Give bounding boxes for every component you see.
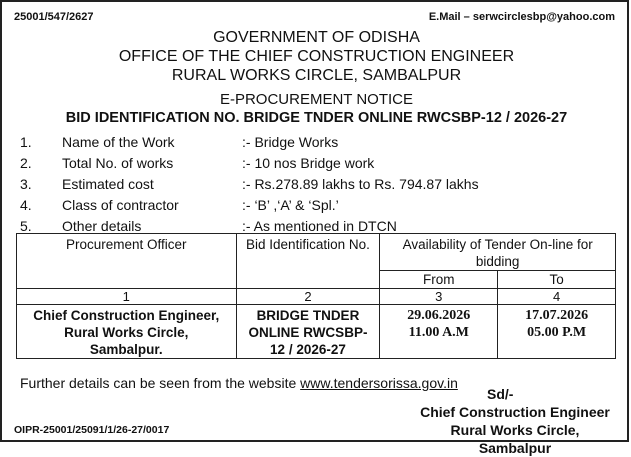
bid-identification-header: Bid Identification No. xyxy=(236,234,380,289)
office-title: OFFICE OF THE CHIEF CONSTRUCTION ENGINEER xyxy=(118,48,515,65)
bid-id-line: BRIDGE TNDER xyxy=(256,308,360,323)
to-date: 17.07.2026 xyxy=(525,308,589,323)
bid-id-line: 12 / 2026-27 xyxy=(270,342,346,357)
detail-number: 3. xyxy=(20,175,32,192)
detail-value: :- As mentioned in DTCN xyxy=(242,217,397,234)
oipr-number: OIPR-25001/25091/1/26-27/0017 xyxy=(14,424,170,436)
signed-mark: Sd/- xyxy=(487,386,514,402)
availability-header: Availability of Tender On-line for bidding xyxy=(380,234,616,271)
to-header: To xyxy=(498,271,616,289)
detail-label: Class of contractor xyxy=(62,196,179,213)
detail-row xyxy=(20,152,479,173)
column-number: 3 xyxy=(380,289,498,305)
government-title: GOVERNMENT OF ODISHA xyxy=(213,29,420,46)
email-address: E.Mail – serwcirclesbp@yahoo.com xyxy=(428,11,615,23)
signature-block xyxy=(415,385,615,457)
detail-label: Other details xyxy=(62,217,142,234)
website-link[interactable]: www.tendersorissa.gov.in xyxy=(300,375,458,391)
procurement-officer-cell xyxy=(17,305,237,359)
notice-title: E-PROCUREMENT NOTICE xyxy=(219,91,414,108)
work-details-list xyxy=(20,131,479,236)
detail-value: :- ‘B’ ,‘A’ & ‘Spl.’ xyxy=(242,196,339,213)
officer-line: Rural Works Circle, xyxy=(64,325,189,340)
detail-row xyxy=(20,131,479,152)
to-date-cell xyxy=(498,305,616,359)
detail-row xyxy=(20,173,479,194)
detail-label: Total No. of works xyxy=(62,154,174,171)
bid-id-line: ONLINE RWCSBP- xyxy=(248,325,368,340)
column-number: 1 xyxy=(17,289,237,305)
column-number: 2 xyxy=(236,289,380,305)
detail-row xyxy=(20,194,479,215)
further-details xyxy=(20,375,458,391)
officer-line: Chief Construction Engineer, xyxy=(33,308,220,323)
detail-value: :- Bridge Works xyxy=(242,133,339,150)
tender-table xyxy=(16,233,616,359)
bid-identification-cell xyxy=(236,305,380,359)
detail-number: 2. xyxy=(20,154,32,171)
from-time: 11.00 A.M xyxy=(408,325,469,340)
circle-title: RURAL WORKS CIRCLE, SAMBALPUR xyxy=(171,67,462,84)
bid-identification-title: BID IDENTIFICATION NO. BRIDGE TNDER ONLINE RWCSBP-12 / 2026-27 xyxy=(65,110,568,126)
to-time: 05.00 P.M xyxy=(527,325,587,340)
procurement-officer-header: Procurement Officer xyxy=(17,234,237,289)
detail-label: Name of the Work xyxy=(62,133,175,150)
detail-number: 4. xyxy=(20,196,32,213)
signatory-title: Chief Construction Engineer xyxy=(420,404,610,420)
detail-number: 1. xyxy=(20,133,32,150)
from-header: From xyxy=(380,271,498,289)
column-number: 4 xyxy=(498,289,616,305)
detail-value: :- Rs.278.89 lakhs to Rs. 794.87 lakhs xyxy=(242,175,479,192)
from-date: 29.06.2026 xyxy=(407,308,471,323)
from-date-cell xyxy=(380,305,498,359)
further-details-text: Further details can be seen from the website xyxy=(20,375,301,391)
detail-number: 5. xyxy=(20,217,32,234)
detail-label: Estimated cost xyxy=(62,175,154,192)
officer-line: Sambalpur. xyxy=(89,342,163,357)
detail-value: :- 10 nos Bridge work xyxy=(242,154,375,171)
signatory-office: Rural Works Circle, Sambalpur xyxy=(450,422,580,456)
reference-number: 25001/547/2627 xyxy=(14,11,94,23)
